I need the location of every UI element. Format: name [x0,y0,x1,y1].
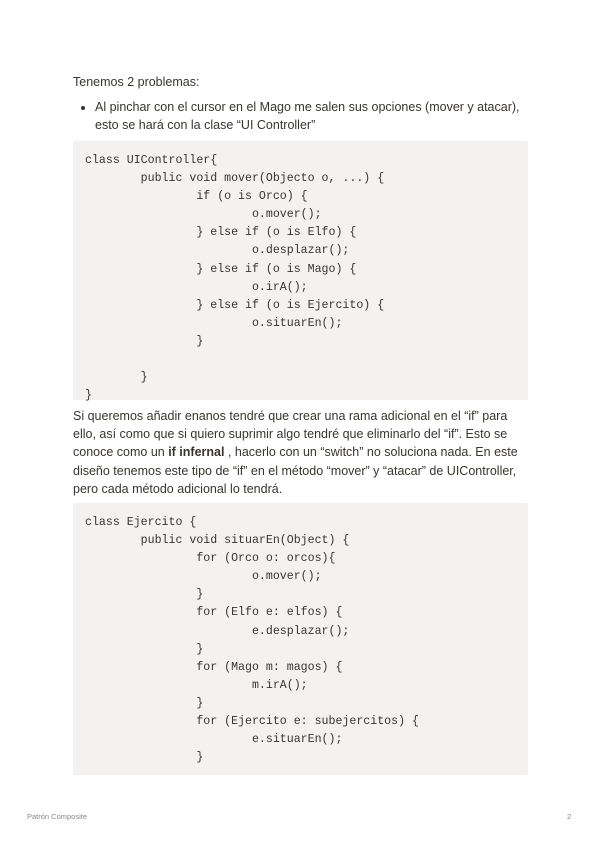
code-line: } [85,642,204,656]
code-line: } [85,371,148,385]
footer-page-number: 2 [567,812,572,821]
bullet-item: • Al pinchar con el cursor en el Mago me salen sus opciones (mover y atacar), esto se hará con la clase “UI Controller” [95,98,528,134]
code-block-ejercito [73,503,528,775]
code-line: class UIController{ [85,154,218,167]
code-line: } [85,751,204,765]
code-line: class Ejercito { [85,516,197,529]
code-block-ui-controller [73,141,528,403]
code-line: } [85,389,92,403]
code-line: public void situarEn(Object) { [85,534,350,548]
bullet-list [73,98,528,134]
footer-document-title: Patrón Composite [27,812,88,821]
paragraph-bold-term: if infernal [168,445,225,460]
code-line: m.irA(); [85,678,308,692]
code-line: } else if (o is Mago) { [85,262,357,276]
intro-text: Tenemos 2 problemas: [73,75,200,89]
code-line: o.mover(); [85,208,322,222]
code-line: if (o is Orco) { [85,190,308,204]
code-line: public void mover(Objecto o, ...) { [85,172,385,186]
code-line: o.desplazar(); [85,244,350,258]
code-line: } [85,334,204,348]
code-line: } else if (o is Ejercito) { [85,298,385,312]
code-line: for (Ejercito e: subejercitos) { [85,715,419,729]
code-line: } [85,696,204,710]
code-line [85,351,516,369]
code-line: o.situarEn(); [85,316,343,330]
code-line: e.desplazar(); [85,624,350,638]
code-line: e.situarEn(); [85,733,343,747]
code-line: for (Mago m: magos) { [85,660,343,674]
paragraph-text-end: , hacerlo con un “switch” no soluciona nada. En este diseño tenemos este tipo de “if” en el método “mover” y “atacar” de UIController, pero cada método adicional lo tendrá. [73,445,518,496]
paragraph-text-start: Si queremos añadir enanos tendré que crear una rama adicional en el “if” para ello, así como que si quiero suprimir algo tendré que eliminarlo del “if”. Esto se conoce como un [73,409,508,460]
code-line: for (Orco o: orcos){ [85,552,336,566]
code-line: o.irA(); [85,280,308,294]
code-line: } [85,588,204,602]
code-line: } else if (o is Elfo) { [85,226,357,240]
explanation-paragraph [73,407,528,498]
code-line: for (Elfo e: elfos) { [85,606,343,620]
code-line: o.mover(); [85,570,322,584]
